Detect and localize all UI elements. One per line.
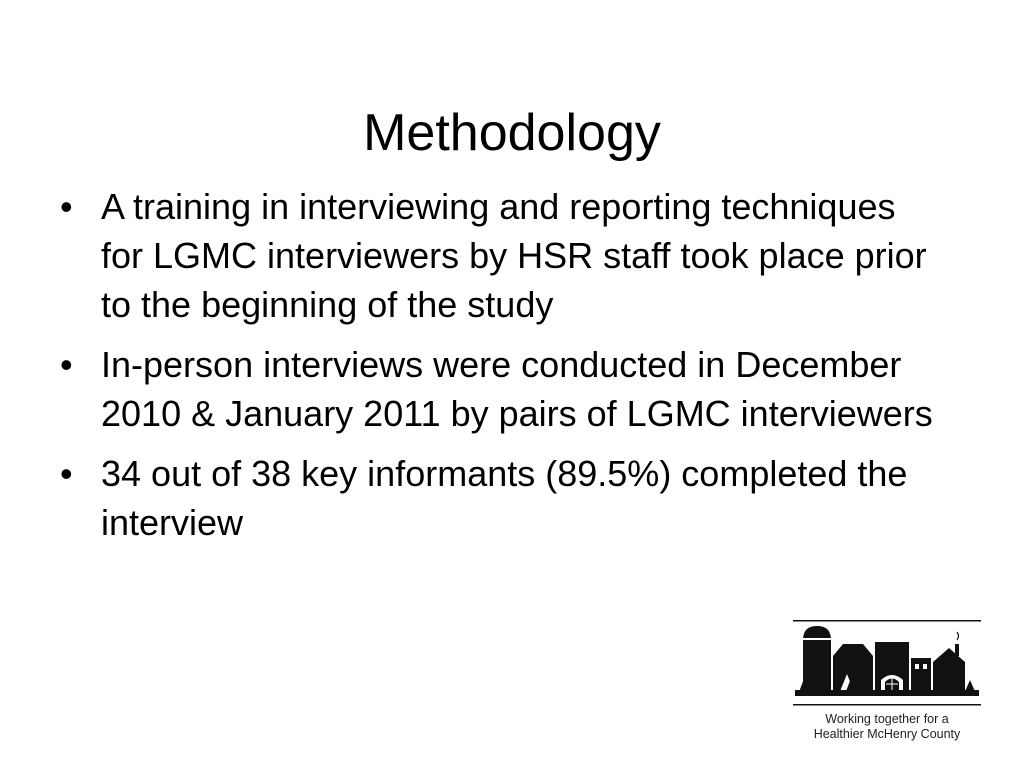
bullet-text: A training in interviewing and reporting techniques for LGMC interviewers by HSR staff took place prior to the beginning of the study (101, 186, 927, 325)
bullet-text: In-person interviews were conducted in December 2010 & January 2011 by pairs of LGMC interviewers (101, 344, 933, 434)
bullet-marker: • (60, 344, 73, 385)
bullet-text: 34 out of 38 key informants (89.5%) completed the interview (101, 453, 908, 543)
bullet-item-completion (56, 449, 936, 547)
slide-title: Methodology (363, 103, 661, 162)
logo-caption-line-1: Working together for a (825, 712, 949, 726)
healthier-mchenry-logo (793, 618, 981, 746)
town-skyline-icon (793, 618, 981, 710)
bullet-marker: • (60, 186, 73, 227)
logo-caption (793, 712, 981, 742)
bullet-marker: • (60, 453, 73, 494)
bullet-list (56, 182, 936, 558)
logo-caption-line-2: Healthier McHenry County (813, 727, 961, 741)
bullet-item-interviews (56, 340, 936, 438)
bullet-item-training (56, 182, 936, 329)
